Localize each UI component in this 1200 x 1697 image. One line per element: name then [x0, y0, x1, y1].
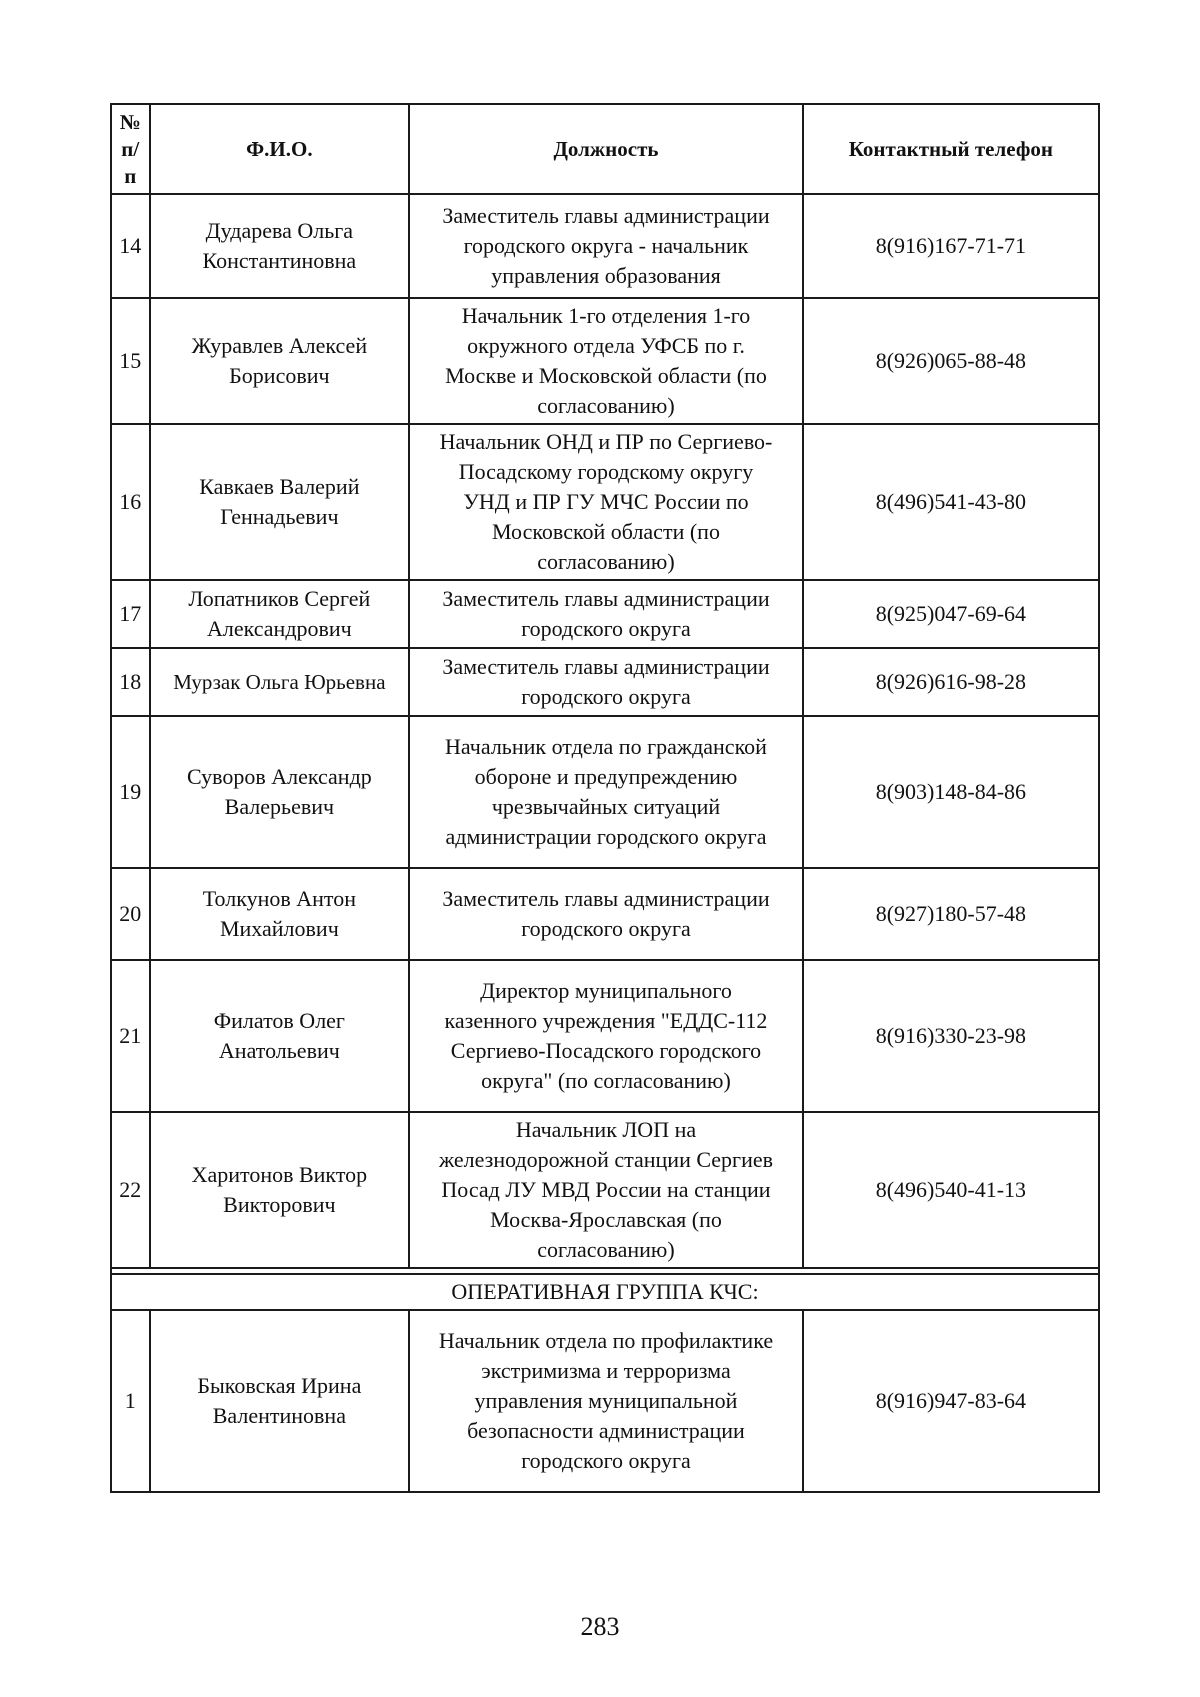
table-row: [111, 580, 1099, 648]
row-position: Начальник отдела по гражданской обороне и предупреждению чрезвычайных ситуаций администрации городского округа: [409, 716, 803, 868]
table-row: [111, 960, 1099, 1112]
row-name: Журавлев Алексей Борисович: [150, 298, 410, 424]
row-phone: 8(916)947-83-64: [803, 1310, 1099, 1492]
row-name: Быковская Ирина Валентиновна: [150, 1310, 410, 1492]
row-name: Мурзак Ольга Юрьевна: [150, 648, 410, 716]
header-num: № п/ п: [111, 104, 150, 194]
row-phone: 8(925)047-69-64: [803, 580, 1099, 648]
row-name: Толкунов Антон Михайлович: [150, 868, 410, 960]
row-num: 18: [111, 648, 150, 716]
table-row: [111, 648, 1099, 716]
row-num: 1: [111, 1310, 150, 1492]
row-num: 21: [111, 960, 150, 1112]
row-phone: 8(926)616-98-28: [803, 648, 1099, 716]
row-position: Заместитель главы администрации городского округа: [409, 580, 803, 648]
row-name: Суворов Александр Валерьевич: [150, 716, 410, 868]
row-position: Заместитель главы администрации городского округа - начальник управления образования: [409, 194, 803, 298]
row-phone: 8(916)167-71-71: [803, 194, 1099, 298]
row-num: 17: [111, 580, 150, 648]
row-position: Заместитель главы администрации городского округа: [409, 868, 803, 960]
row-name: Дударева Ольга Константиновна: [150, 194, 410, 298]
row-phone: 8(926)065-88-48: [803, 298, 1099, 424]
contacts-table: [110, 103, 1100, 1493]
table-row: [111, 424, 1099, 580]
row-phone: 8(927)180-57-48: [803, 868, 1099, 960]
row-name: Кавкаев Валерий Геннадьевич: [150, 424, 410, 580]
row-num: 16: [111, 424, 150, 580]
row-position: Начальник 1-го отделения 1-го окружного отдела УФСБ по г. Москве и Московской области (по согласованию): [409, 298, 803, 424]
row-name: Харитонов Виктор Викторович: [150, 1112, 410, 1268]
header-name: Ф.И.О.: [150, 104, 410, 194]
group-title: ОПЕРАТИВНАЯ ГРУППА КЧС:: [111, 1274, 1099, 1310]
row-name: Филатов Олег Анатольевич: [150, 960, 410, 1112]
row-num: 15: [111, 298, 150, 424]
row-name: Лопатников Сергей Александрович: [150, 580, 410, 648]
page-number: 283: [580, 1612, 620, 1641]
row-phone: 8(903)148-84-86: [803, 716, 1099, 868]
table-row: [111, 194, 1099, 298]
table-row: [111, 1112, 1099, 1268]
row-phone: 8(916)330-23-98: [803, 960, 1099, 1112]
table-row: [111, 1310, 1099, 1492]
header-phone: Контактный телефон: [803, 104, 1099, 194]
group-title-row: [111, 1274, 1099, 1310]
row-phone: 8(496)541-43-80: [803, 424, 1099, 580]
row-num: 19: [111, 716, 150, 868]
row-position: Директор муниципального казенного учреждения "ЕДДС-112 Сергиево-Посадского городского округа" (по согласованию): [409, 960, 803, 1112]
table-row: [111, 716, 1099, 868]
table-header-row: [111, 104, 1099, 194]
row-position: Начальник ЛОП на железнодорожной станции Сергиев Посад ЛУ МВД России на станции Москва-Ярославская (по согласованию): [409, 1112, 803, 1268]
row-position: Начальник отдела по профилактике экстримизма и терроризма управления муниципальной безопасности администрации городского округа: [409, 1310, 803, 1492]
row-position: Заместитель главы администрации городского округа: [409, 648, 803, 716]
row-num: 14: [111, 194, 150, 298]
header-position: Должность: [409, 104, 803, 194]
row-num: 22: [111, 1112, 150, 1268]
table-row: [111, 298, 1099, 424]
row-position: Начальник ОНД и ПР по Сергиево- Посадскому городскому округу УНД и ПР ГУ МЧС России по Московской области (по согласованию): [409, 424, 803, 580]
table-row: [111, 868, 1099, 960]
row-phone: 8(496)540-41-13: [803, 1112, 1099, 1268]
row-num: 20: [111, 868, 150, 960]
